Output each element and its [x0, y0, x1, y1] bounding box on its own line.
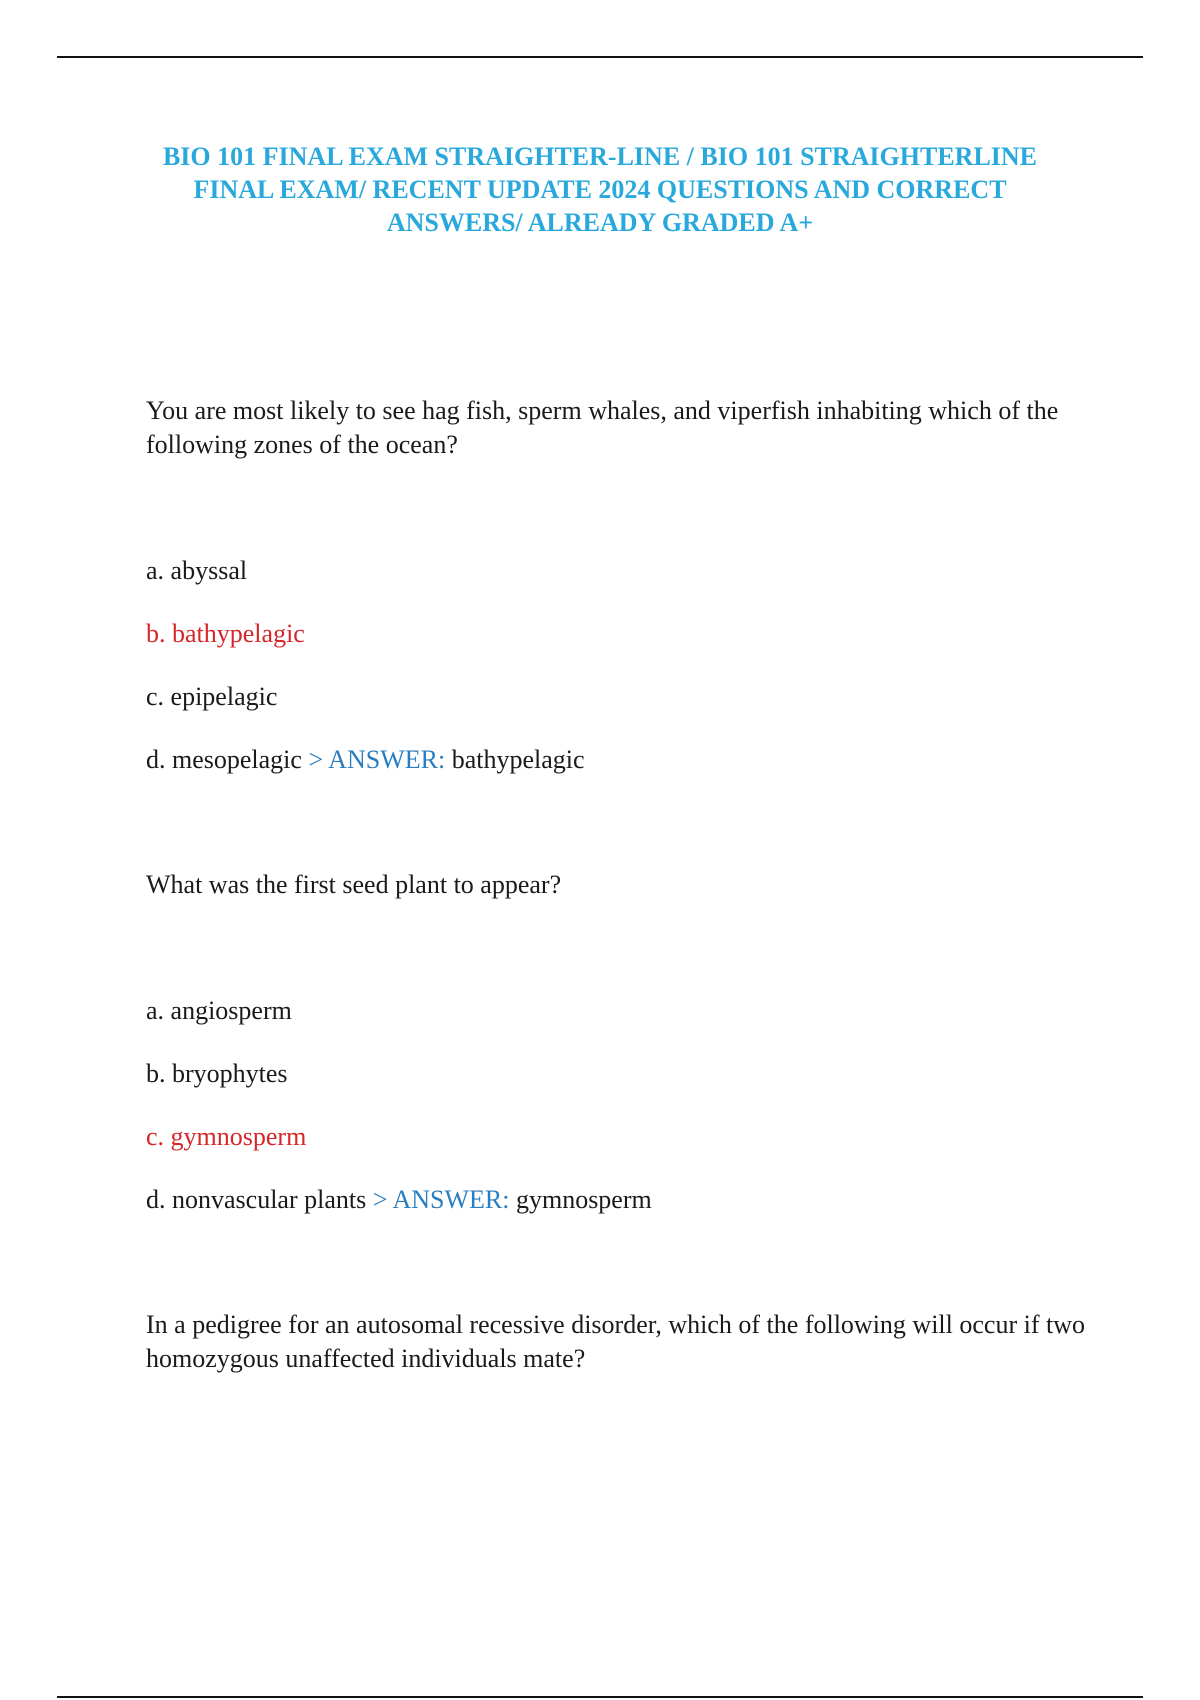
footer-rule	[57, 1696, 1143, 1698]
question-1-option-d: d. mesopelagic	[146, 745, 302, 774]
question-2-option-b: b. bryophytes	[146, 1059, 288, 1088]
question-1-text: You are most likely to see hag fish, sperm whales, and viperfish inhabiting which of the following zones of the ocean?	[146, 396, 1059, 459]
question-2-answer-marker: > ANSWER:	[372, 1185, 510, 1214]
question-2-option-c-correct: c. gymnosperm	[146, 1122, 307, 1151]
question-2-answer: gymnosperm	[515, 1185, 652, 1214]
question-2-option-d: d. nonvascular plants	[146, 1185, 367, 1214]
header-rule	[57, 56, 1143, 58]
question-2-option-d-line	[146, 1183, 652, 1217]
question-2-text: What was the first seed plant to appear?	[146, 870, 562, 899]
question-1-option-d-line	[146, 743, 585, 777]
question-2-option-a: a. angiosperm	[146, 996, 292, 1025]
question-1-option-c: c. epipelagic	[146, 682, 278, 711]
question-1-option-b-correct: b. bathypelagic	[146, 619, 305, 648]
question-3-text: In a pedigree for an autosomal recessive disorder, which of the following will occur if two homozygous unaffected individuals mate?	[146, 1310, 1085, 1373]
question-1-answer-marker: > ANSWER:	[308, 745, 446, 774]
question-1-option-a: a. abyssal	[146, 556, 248, 585]
document-title: BIO 101 FINAL EXAM STRAIGHTER-LINE / BIO 101 STRAIGHTERLINE FINAL EXAM/ RECENT UPDATE 2024 QUESTIONS AND CORRECT ANSWERS/ ALREADY GRADED A+	[162, 142, 1038, 237]
question-1-answer: bathypelagic	[451, 745, 585, 774]
